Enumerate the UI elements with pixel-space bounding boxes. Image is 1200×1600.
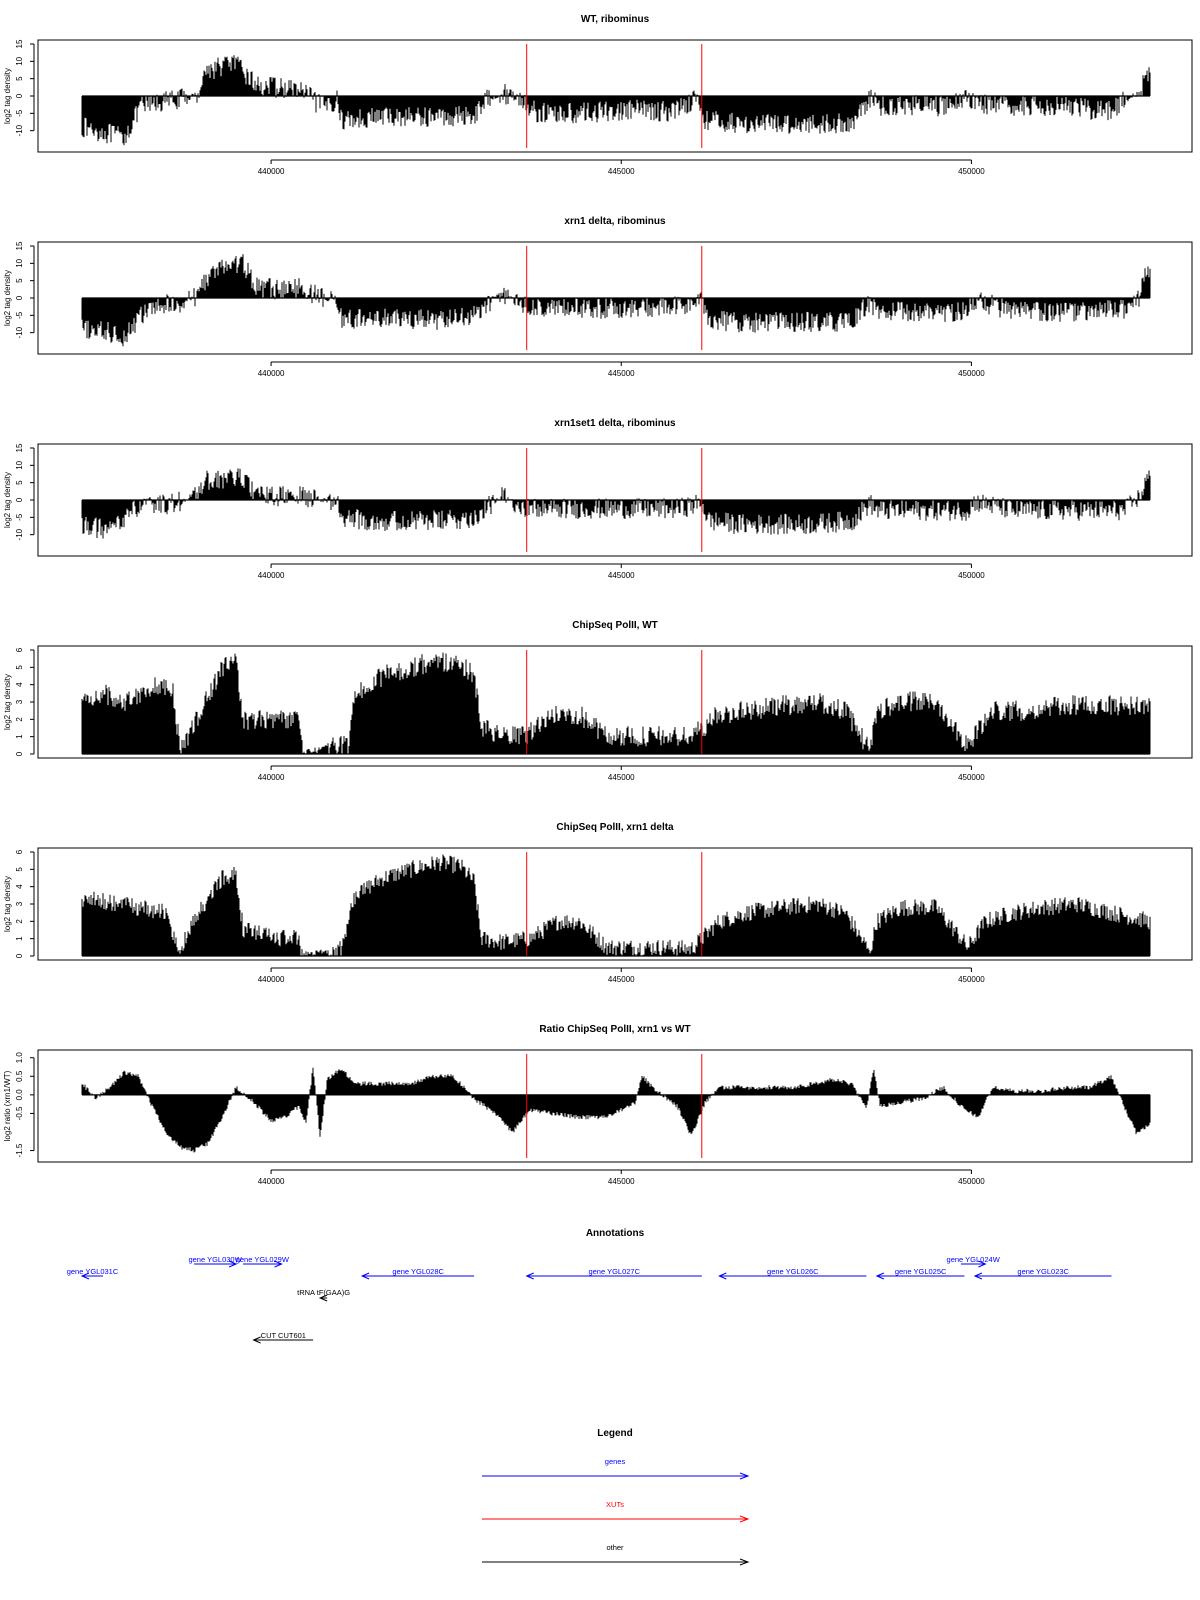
y-axis-label-5: log2 ratio (xrn1/WT) (3, 1070, 12, 1142)
y-tick-label-5: 0.5 (15, 1070, 25, 1082)
x-tick-label-0: 440000 (257, 167, 285, 176)
legend-label: other (606, 1543, 624, 1552)
y-tick-label-5: -1.5 (15, 1143, 25, 1158)
y-tick-label-4: 4 (15, 884, 25, 889)
y-tick-label-0: 5 (15, 76, 25, 81)
data-bars-0 (82, 55, 1150, 145)
legend-label: XUTs (606, 1500, 624, 1509)
y-tick-label-1: -10 (15, 326, 25, 339)
x-tick-label-5: 450000 (958, 1177, 985, 1186)
y-tick-label-3: 6 (15, 647, 25, 653)
annotation-label: gene YGL024W (946, 1255, 1000, 1264)
chart-title-2: xrn1set1 delta, ribominus (554, 418, 676, 429)
y-tick-label-5: -0.5 (15, 1106, 25, 1121)
x-tick-label-2: 440000 (257, 571, 285, 580)
annotation-label: gene YGL030W (188, 1255, 242, 1264)
y-axis-label-4: log2 tag density (3, 875, 12, 933)
x-tick-label-3: 450000 (958, 773, 985, 782)
y-tick-label-2: -5 (15, 513, 25, 521)
y-tick-label-2: 5 (15, 480, 25, 485)
y-tick-label-5: 1.0 (15, 1052, 25, 1064)
y-tick-label-2: 0 (15, 497, 25, 503)
y-tick-label-3: 0 (15, 751, 25, 757)
annotation-label: gene YGL028C (392, 1267, 444, 1276)
chart-title-5: Ratio ChipSeq PolII, xrn1 vs WT (539, 1024, 691, 1035)
y-tick-label-0: 0 (15, 93, 25, 99)
x-tick-label-1: 450000 (958, 369, 985, 378)
annotation-label: gene YGL023C (1017, 1267, 1069, 1276)
data-bars-1 (82, 254, 1150, 346)
y-tick-label-3: 2 (15, 717, 25, 722)
y-tick-label-0: -5 (15, 109, 25, 117)
y-tick-label-1: 5 (15, 278, 25, 283)
y-tick-label-3: 3 (15, 699, 25, 705)
y-tick-label-4: 0 (15, 953, 25, 959)
y-tick-label-3: 4 (15, 682, 25, 687)
x-tick-label-1: 445000 (607, 369, 635, 378)
x-tick-label-1: 440000 (257, 369, 285, 378)
annotation-label: gene YGL027C (588, 1267, 641, 1276)
y-tick-label-2: 15 (15, 443, 25, 453)
y-tick-label-2: -10 (15, 528, 25, 541)
data-bars-4 (82, 855, 1150, 957)
y-tick-label-4: 1 (15, 936, 25, 941)
y-axis-label-2: log2 tag density (3, 471, 12, 529)
y-tick-label-4: 5 (15, 867, 25, 872)
y-tick-label-0: 10 (15, 56, 25, 66)
chart-title-3: ChipSeq PolII, WT (572, 620, 658, 631)
y-tick-label-4: 2 (15, 919, 25, 924)
y-tick-label-1: -5 (15, 311, 25, 319)
x-tick-label-3: 440000 (257, 773, 285, 782)
legend-title: Legend (597, 1428, 633, 1439)
annotation-label: gene YGL025C (894, 1267, 947, 1276)
x-tick-label-2: 450000 (958, 571, 985, 580)
y-axis-label-1: log2 tag density (3, 269, 12, 327)
y-tick-label-2: 10 (15, 460, 25, 470)
data-bars-5 (82, 1068, 1150, 1153)
y-tick-label-1: 0 (15, 295, 25, 301)
annotation-label: gene YGL031C (66, 1267, 119, 1276)
x-tick-label-0: 450000 (958, 167, 985, 176)
x-tick-label-0: 445000 (607, 167, 635, 176)
y-tick-label-3: 5 (15, 665, 25, 670)
y-axis-label-0: log2 tag density (3, 67, 12, 125)
x-tick-label-4: 440000 (257, 975, 285, 984)
y-tick-label-0: -10 (15, 124, 25, 137)
x-tick-label-3: 445000 (607, 773, 635, 782)
data-bars-2 (82, 468, 1150, 538)
data-bars-3 (82, 653, 1150, 754)
y-tick-label-4: 6 (15, 849, 25, 855)
chart-title-1: xrn1 delta, ribominus (564, 216, 666, 227)
legend-label: genes (604, 1457, 626, 1466)
x-tick-label-2: 445000 (607, 571, 635, 580)
annotation-label: gene YGL029W (235, 1255, 289, 1264)
y-tick-label-0: 15 (15, 39, 25, 49)
annotation-label: tRNA tF(GAA)G (297, 1288, 351, 1297)
x-tick-label-4: 450000 (958, 975, 985, 984)
x-tick-label-5: 445000 (607, 1177, 635, 1186)
chart-title-0: WT, ribominus (580, 14, 650, 25)
y-tick-label-1: 15 (15, 241, 25, 251)
chart-title-4: ChipSeq PolII, xrn1 delta (556, 822, 674, 833)
y-tick-label-1: 10 (15, 258, 25, 268)
y-axis-label-3: log2 tag density (3, 673, 12, 731)
annotation-label: CUT CUT601 (260, 1331, 306, 1340)
x-tick-label-4: 445000 (607, 975, 635, 984)
annotation-label: gene YGL026C (767, 1267, 819, 1276)
x-tick-label-5: 440000 (257, 1177, 285, 1186)
y-tick-label-3: 1 (15, 734, 25, 739)
y-tick-label-5: 0.0 (15, 1089, 25, 1101)
annotations-title: Annotations (585, 1228, 645, 1239)
y-tick-label-4: 3 (15, 901, 25, 907)
